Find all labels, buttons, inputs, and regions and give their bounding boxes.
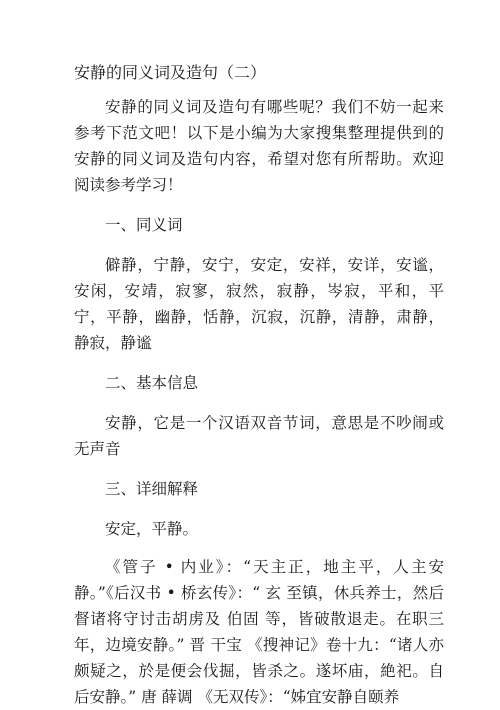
section-heading-synonyms: 一、同义词 [105, 216, 183, 234]
synonyms-paragraph: 僻静，宁静，安宁，安定，安祥，安详，安谧，安闲，安靖，寂寥，寂然，寂静，岑寂，平和，平宁，平静，幽静，恬静，沉寂，沉静，清静，肃静，静寂，静谧 [74, 256, 444, 352]
document-title: 安静的同义词及造句（二） [74, 63, 267, 82]
section-heading-detailed-explanation: 三、详细解释 [105, 480, 199, 498]
basic-info-paragraph: 安静，它是一个汉语双音节词，意思是不吵闹或无声音 [74, 414, 444, 458]
intro-paragraph: 安静的同义词及造句有哪些呢？我们不妨一起来参考下范文吧！以下是小编为大家搜集整理提供到的安静的同义词及造句内容，希望对您有所帮助。欢迎阅读参考学习！ [74, 98, 444, 194]
definition-paragraph: 安定，平静。 [105, 520, 199, 538]
section-heading-basic-info: 二、基本信息 [105, 374, 199, 392]
citations-paragraph: 《管子 • 内业》：“天主正，地主平，人主安静。”《后汉书 • 桥玄传》：“ 玄 至镇，休兵养士，然后督诸将守讨击胡虏及 伯固 等，皆破散退走。在职三年，边境安静。” 晋 干宝 《搜神记》卷十九：“诸人亦颇疑之，於是便会伐掘，皆杀之。遂坏庙，絶祀。自后安静。” 唐 薛调 《无双传》：“姊宜安静自颐养 [74, 558, 444, 706]
